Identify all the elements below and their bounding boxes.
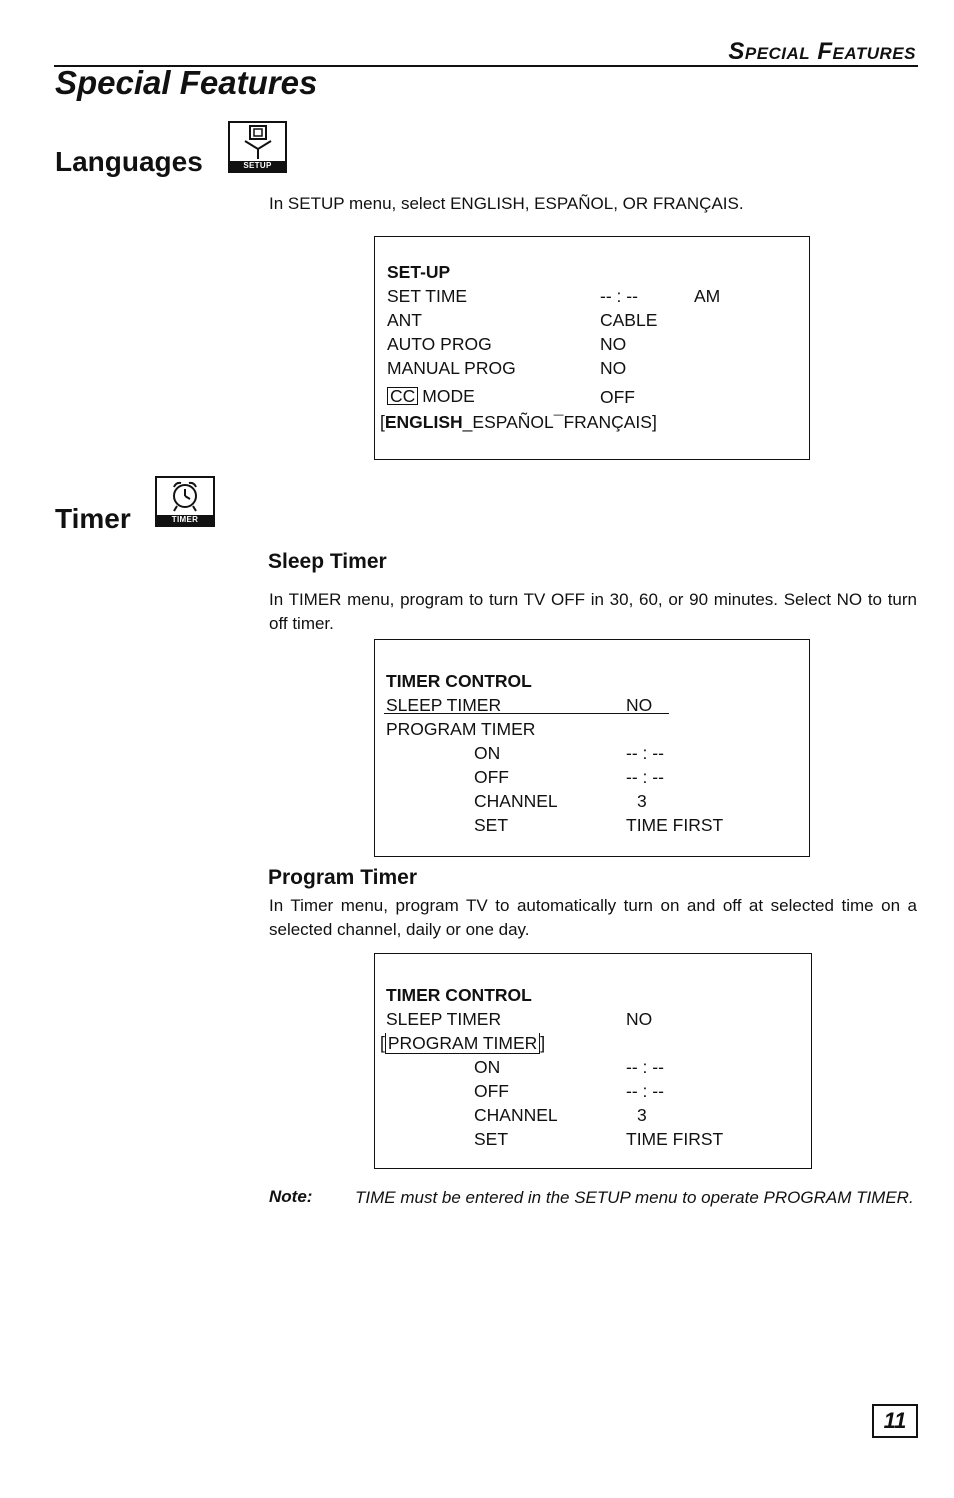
cc-mode-row bbox=[387, 386, 475, 407]
setup-icon-label: SETUP bbox=[230, 161, 285, 171]
program-timer-label: PROGRAM TIMER bbox=[385, 1033, 540, 1054]
cc-mode-value: OFF bbox=[600, 387, 635, 407]
on-value: -- : -- bbox=[626, 743, 664, 763]
sleep-menu-title: TIMER CONTROL bbox=[386, 671, 532, 691]
setup-row-value: NO bbox=[600, 334, 627, 354]
alarm-clock-icon bbox=[157, 478, 213, 515]
setup-row-label: ANT bbox=[387, 310, 422, 330]
channel-label: CHANNEL bbox=[474, 791, 558, 811]
set-label: SET bbox=[474, 1129, 509, 1149]
sleep-timer-value: NO bbox=[626, 695, 653, 715]
program-menu-title: TIMER CONTROL bbox=[386, 985, 532, 1005]
setup-row-value: -- : -- bbox=[600, 286, 638, 306]
set-value: TIME FIRST bbox=[626, 1129, 724, 1149]
cc-mode-label: MODE bbox=[422, 386, 475, 406]
program-timer-heading: Program Timer bbox=[268, 866, 417, 889]
running-header: Special Features bbox=[728, 38, 916, 65]
set-label: SET bbox=[474, 815, 509, 835]
note-label: Note: bbox=[269, 1187, 313, 1206]
timer-icon-label: TIMER bbox=[157, 515, 213, 525]
note-text: TIME must be entered in the SETUP menu to operate PROGRAM TIMER. bbox=[355, 1188, 914, 1207]
setup-row-label: SET TIME bbox=[387, 286, 468, 306]
channel-value: 3 bbox=[637, 1105, 647, 1125]
page-number: 11 bbox=[872, 1404, 918, 1438]
sleep-timer-label: SLEEP TIMER bbox=[386, 695, 502, 715]
program-timer-label: PROGRAM TIMER bbox=[386, 719, 536, 739]
language-option-francais: FRANÇAIS bbox=[563, 412, 652, 432]
languages-instruction: In SETUP menu, select ENGLISH, ESPAÑOL, OR FRANÇAIS. bbox=[269, 194, 744, 213]
language-option-espanol: ESPAÑOL bbox=[472, 412, 554, 432]
timer-heading: Timer bbox=[55, 503, 131, 534]
languages-heading: Languages bbox=[55, 146, 203, 177]
cc-icon: CC bbox=[387, 387, 418, 405]
page-title: Special Features bbox=[55, 64, 318, 101]
off-label: OFF bbox=[474, 1081, 509, 1101]
setup-row-label: MANUAL PROG bbox=[387, 358, 516, 378]
on-label: ON bbox=[474, 1057, 501, 1077]
sleep-timer-value: NO bbox=[626, 1009, 653, 1029]
setup-row-label: AUTO PROG bbox=[387, 334, 492, 354]
sleep-timer-heading: Sleep Timer bbox=[268, 550, 387, 573]
sleep-timer-label: SLEEP TIMER bbox=[386, 1009, 502, 1029]
off-label: OFF bbox=[474, 767, 509, 787]
setup-icon bbox=[228, 121, 287, 173]
language-options-row: [ENGLISH_ESPAÑOL¯FRANÇAIS] bbox=[380, 412, 657, 432]
set-value: TIME FIRST bbox=[626, 815, 724, 835]
channel-label: CHANNEL bbox=[474, 1105, 558, 1125]
setup-row-value: NO bbox=[600, 358, 627, 378]
off-value: -- : -- bbox=[626, 1081, 664, 1101]
setup-row-extra: AM bbox=[694, 286, 721, 306]
setup-menu-title: SET-UP bbox=[387, 262, 451, 282]
on-label: ON bbox=[474, 743, 501, 763]
program-timer-text: In Timer menu, program TV to automatically turn on and off at selected time on a selected channel, daily or one day. bbox=[269, 896, 917, 939]
program-timer-selected-row: [ PROGRAM TIMER ] bbox=[380, 1033, 546, 1053]
timer-icon bbox=[155, 476, 215, 527]
setup-tv-graphic bbox=[230, 123, 285, 161]
sleep-timer-text: In TIMER menu, program to turn TV OFF in 30, 60, or 90 minutes. Select NO to turn off timer. bbox=[269, 590, 917, 633]
on-value: -- : -- bbox=[626, 1057, 664, 1077]
off-value: -- : -- bbox=[626, 767, 664, 787]
language-option-english: ENGLISH bbox=[384, 412, 463, 432]
channel-value: 3 bbox=[637, 791, 647, 811]
setup-row-value: CABLE bbox=[600, 310, 658, 330]
